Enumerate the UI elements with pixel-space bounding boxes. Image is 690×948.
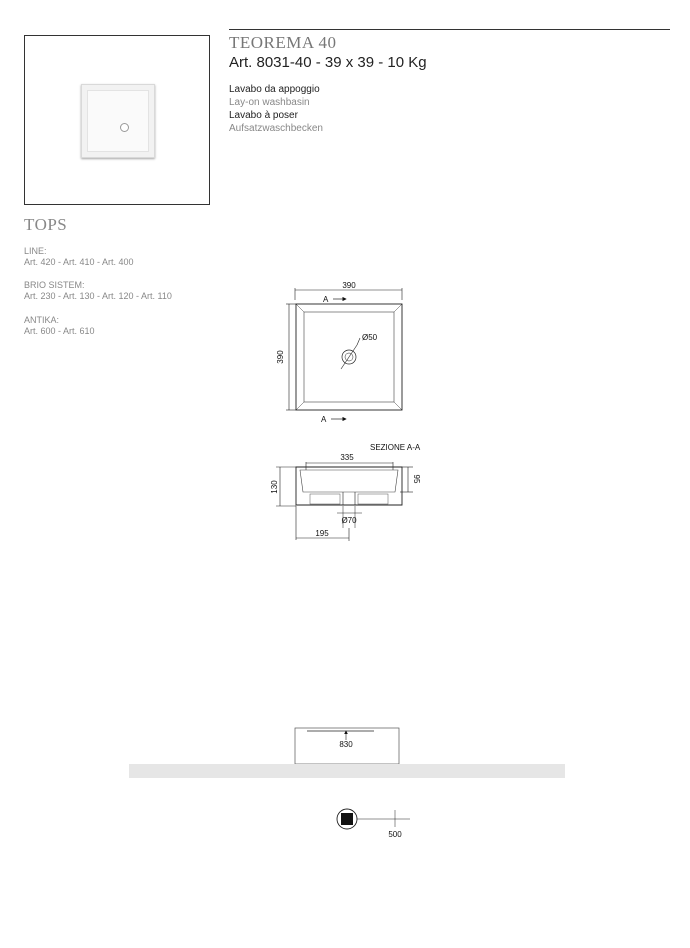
section-marker-bottom: A (321, 415, 327, 424)
section-title: SEZIONE A-A (370, 443, 421, 452)
installation-view (129, 728, 565, 839)
section-width-label: 335 (340, 453, 354, 462)
description-it: Lavabo da appoggio (229, 84, 320, 95)
description-de: Aufsatzwaschbecken (229, 123, 323, 134)
section-outline (296, 467, 402, 505)
product-article: Art. 8031-40 - 39 x 39 - 10 Kg (229, 54, 427, 71)
tops-group-label-brio: BRIO SISTEM: (24, 280, 85, 290)
countertop-band (129, 764, 565, 778)
drain-distance-label: 500 (388, 830, 402, 839)
tops-group-label-antika: ANTIKA: (24, 315, 60, 325)
installation-drain-square (341, 813, 353, 825)
description-en: Lay-on washbasin (229, 97, 310, 108)
section-depth-label: 95 (412, 474, 421, 484)
tops-group-items-brio: Art. 230 - Art. 130 - Art. 120 - Art. 110 (24, 291, 172, 301)
plan-height-label: 390 (276, 350, 285, 364)
tops-group-items-antika: Art. 600 - Art. 610 (24, 326, 95, 336)
section-view (270, 443, 421, 541)
plan-width-label: 390 (342, 281, 356, 290)
plan-view (276, 281, 402, 424)
tops-group-label-line: LINE: (24, 246, 47, 256)
section-marker-top: A (323, 295, 329, 304)
counter-height-label: 830 (339, 740, 353, 749)
section-offset-label: 195 (315, 529, 329, 538)
tops-title: TOPS (24, 215, 68, 234)
product-title: TEOREMA 40 (229, 33, 337, 52)
tops-group-items-line: Art. 420 - Art. 410 - Art. 400 (24, 257, 134, 267)
plan-drain-label: Ø50 (362, 333, 378, 342)
section-drain-label: Ø70 (341, 516, 357, 525)
section-height-label: 130 (270, 480, 279, 494)
description-fr: Lavabo à poser (229, 110, 298, 121)
